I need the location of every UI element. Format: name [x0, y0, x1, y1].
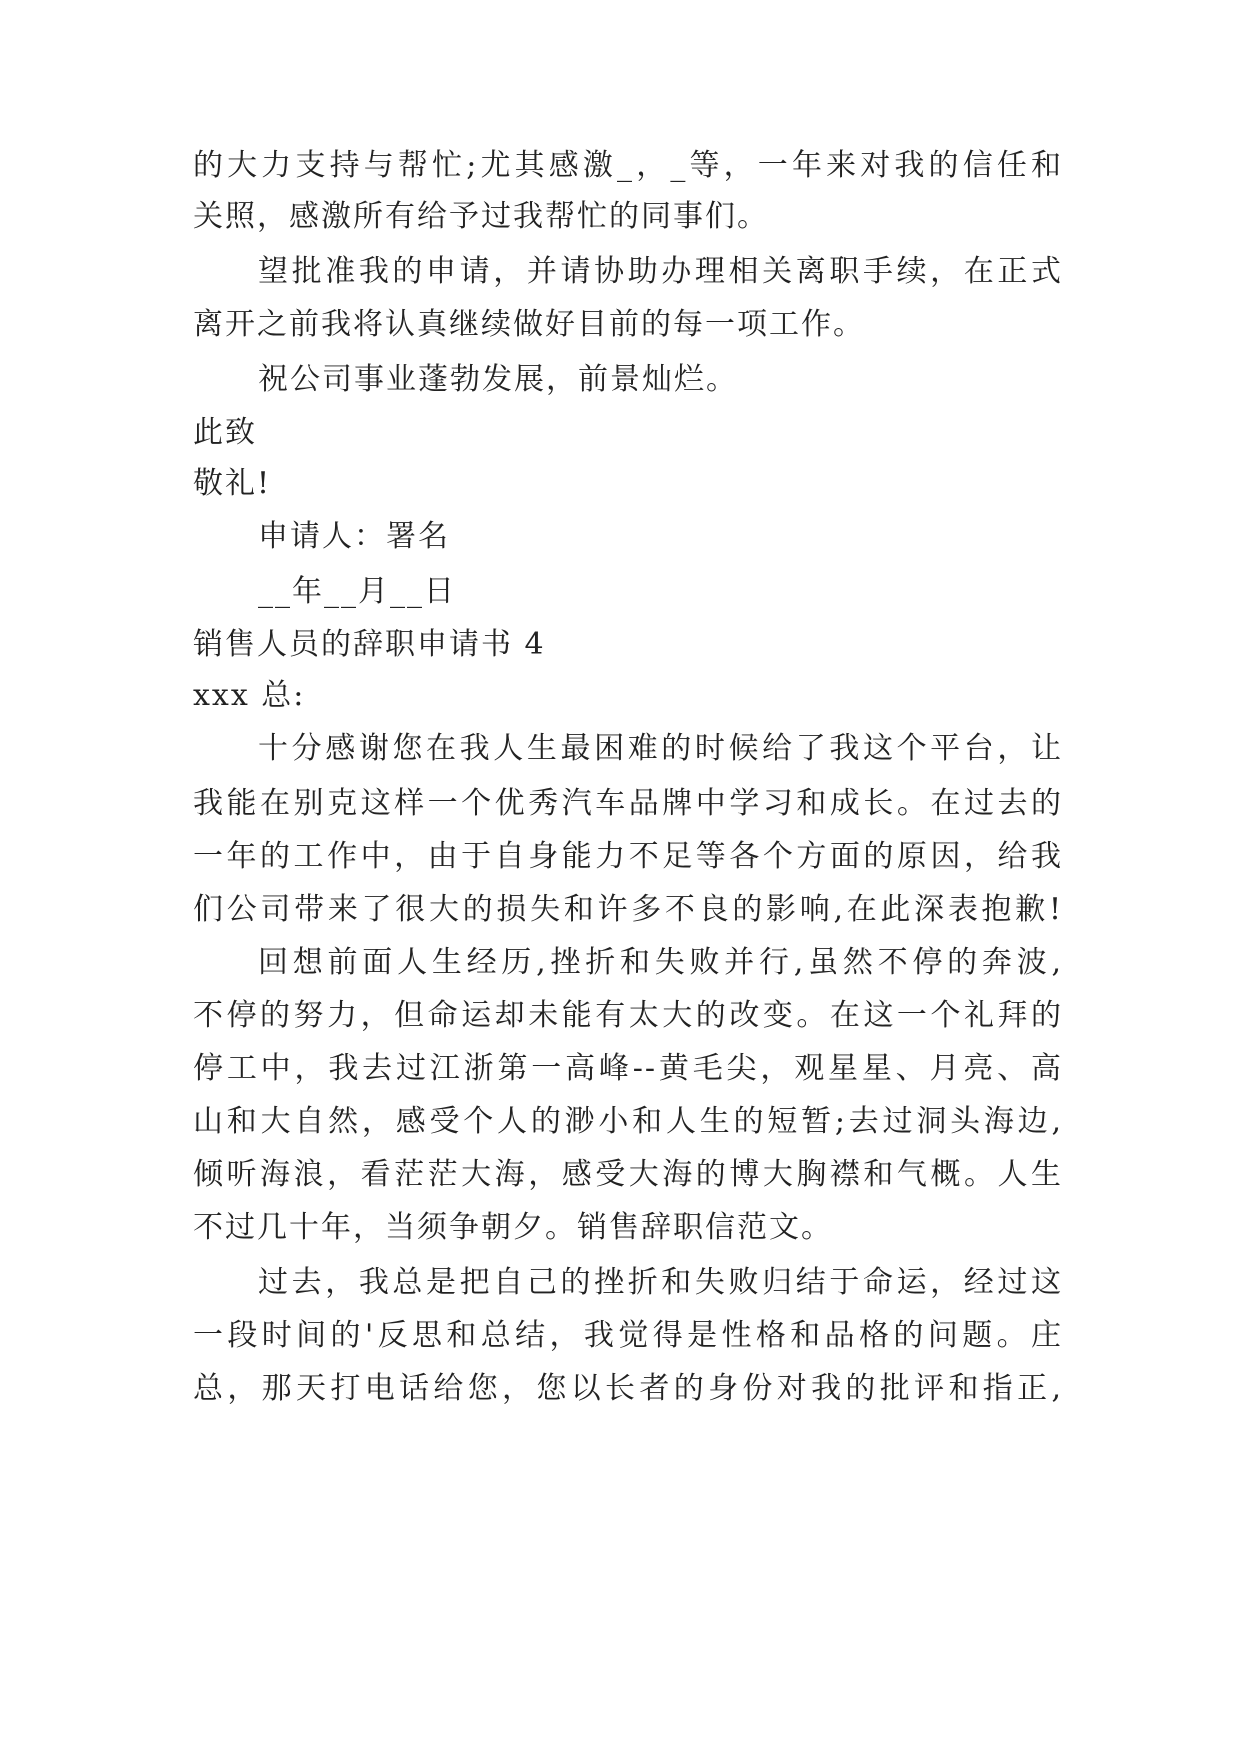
text-line: 关照，感激所有给予过我帮忙的同事们。 [193, 199, 769, 234]
text-line: 离开之前我将认真继续做好目前的每一项工作。 [193, 307, 865, 342]
text-line: 们公司带来了很大的损失和许多不良的影响,在此深表抱歉! [193, 892, 1063, 927]
text-line: 停工中，我去过江浙第一高峰--黄毛尖，观星星、月亮、高 [193, 1051, 1063, 1086]
text-line: 一年的工作中，由于自身能力不足等各个方面的原因，给我 [193, 839, 1063, 874]
text-line: 山和大自然，感受个人的渺小和人生的短暂;去过洞头海边, [193, 1104, 1063, 1139]
text-line: 的大力支持与帮忙;尤其感激_，_等，一年来对我的信任和 [193, 148, 1063, 183]
text-line: __年__月__日 [258, 574, 456, 609]
text-line: 敬礼! [193, 466, 272, 501]
text-line: 回想前面人生经历,挫折和失败并行,虽然不停的奔波, [258, 945, 1063, 980]
text-line: 总，那天打电话给您，您以长者的身份对我的批评和指正, [193, 1371, 1063, 1406]
text-line: xxx 总: [193, 678, 306, 713]
text-line: 不停的努力，但命运却未能有太大的改变。在这一个礼拜的 [193, 998, 1063, 1033]
text-line: 销售人员的辞职申请书 4 [193, 627, 546, 662]
text-line: 此致 [193, 415, 257, 450]
text-line: 十分感谢您在我人生最困难的时候给了我这个平台，让 [258, 731, 1063, 766]
text-line: 不过几十年，当须争朝夕。销售辞职信范文。 [193, 1210, 833, 1245]
text-line: 我能在别克这样一个优秀汽车品牌中学习和成长。在过去的 [193, 786, 1063, 821]
text-line: 望批准我的申请，并请协助办理相关离职手续，在正式 [258, 254, 1063, 289]
text-line: 倾听海浪，看茫茫大海，感受大海的博大胸襟和气概。人生 [193, 1157, 1063, 1192]
text-line: 祝公司事业蓬勃发展，前景灿烂。 [258, 362, 738, 397]
text-line: 一段时间的'反思和总结，我觉得是性格和品格的问题。庄 [193, 1318, 1063, 1353]
text-line: 申请人：署名 [258, 519, 450, 554]
text-line: 过去，我总是把自己的挫折和失败归结于命运，经过这 [258, 1265, 1063, 1300]
